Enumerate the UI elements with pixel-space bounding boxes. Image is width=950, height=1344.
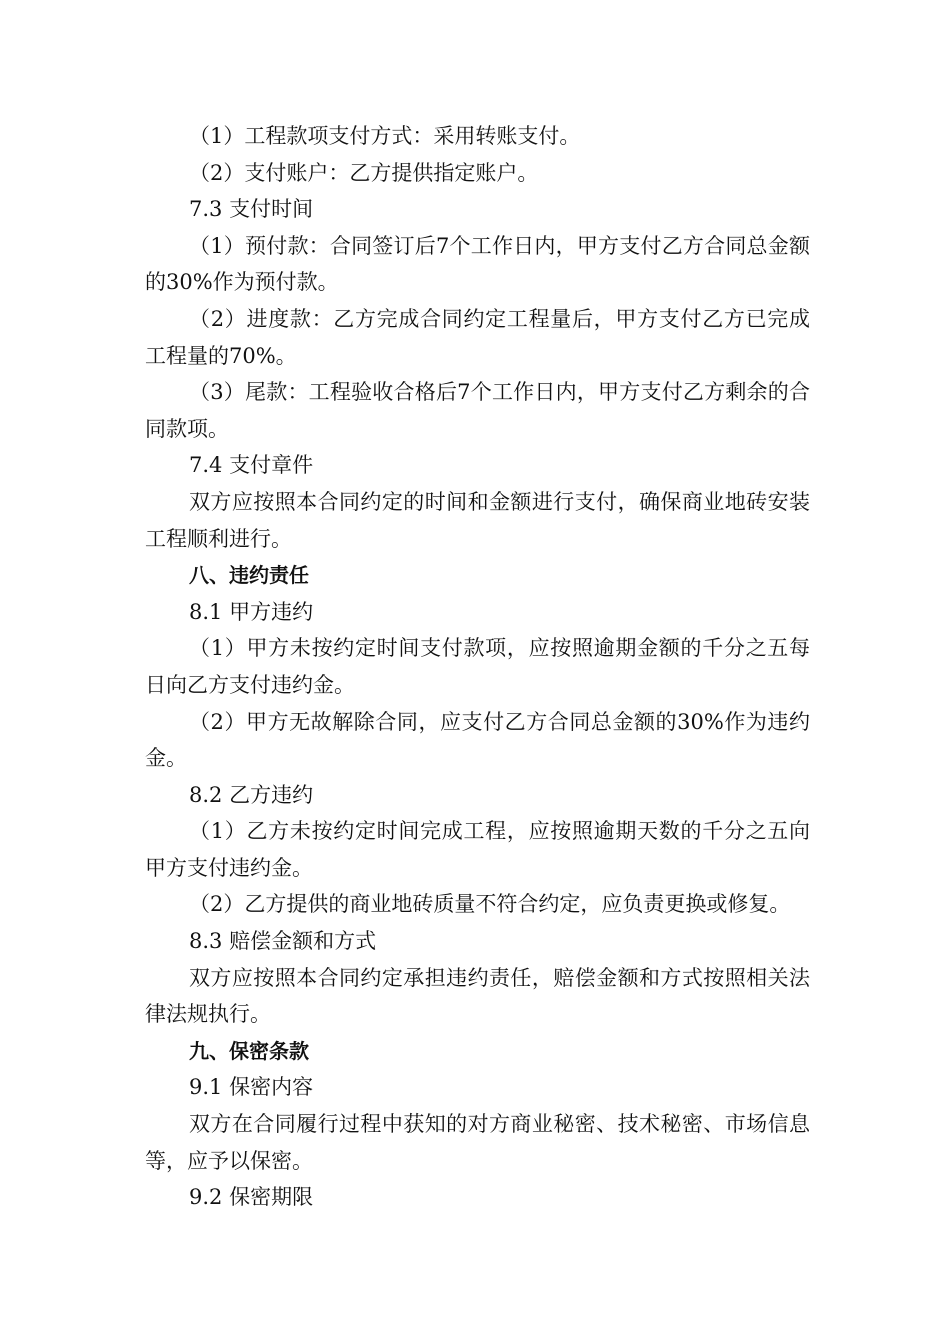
section-heading-breach: 八、违约责任 [189,563,309,588]
paragraph-party-a-late-payment: （1）甲方未按约定时间支付款项，应按照逾期金额的千分之五每日向乙方支付违约金。 [145,636,810,697]
subheading-7-4: 7.4 支付章件 [189,453,314,478]
paragraph-payment-terms: 双方应按照本合同约定的时间和金额进行支付，确保商业地砖安装工程顺利进行。 [145,489,810,551]
paragraph-payment-account: （2）支付账户：乙方提供指定账户。 [189,160,539,185]
paragraph-confidential-content: 双方在合同履行过程中获知的对方商业秘密、技术秘密、市场信息等，应予以保密。 [145,1112,810,1173]
paragraph-party-b-delay: （1）乙方未按约定时间完成工程，应按照逾期天数的千分之五向甲方支付违约金。 [145,819,810,880]
paragraph-party-a-termination: （2）甲方无故解除合同，应支付乙方合同总金额的30%作为违约金。 [145,709,810,771]
paragraph-progress-payment: （2）进度款：乙方完成合同约定工程量后，甲方支付乙方已完成工程量的70%。 [145,306,810,368]
subheading-7-3: 7.3 支付时间 [189,197,314,222]
section-heading-confidentiality: 九、保密条款 [189,1038,309,1063]
subheading-9-1: 9.1 保密内容 [189,1075,314,1100]
subheading-8-3: 8.3 赔偿金额和方式 [189,929,377,954]
paragraph-advance-payment: （1）预付款：合同签订后7个工作日内，甲方支付乙方合同总金额的30%作为预付款。 [145,233,810,295]
subheading-8-2: 8.2 乙方违约 [189,782,314,807]
subheading-9-2: 9.2 保密期限 [189,1185,314,1210]
subheading-8-1: 8.1 甲方违约 [189,599,314,624]
paragraph-final-payment: （3）尾款：工程验收合格后7个工作日内，甲方支付乙方剩余的合同款项。 [145,380,810,441]
paragraph-compensation: 双方应按照本合同约定承担违约责任，赔偿金额和方式按照相关法律法规执行。 [145,965,810,1027]
paragraph-payment-method: （1）工程款项支付方式：采用转账支付。 [189,124,581,148]
paragraph-party-b-quality: （2）乙方提供的商业地砖质量不符合约定，应负责更换或修复。 [189,892,791,917]
document-body [145,118,810,1216]
